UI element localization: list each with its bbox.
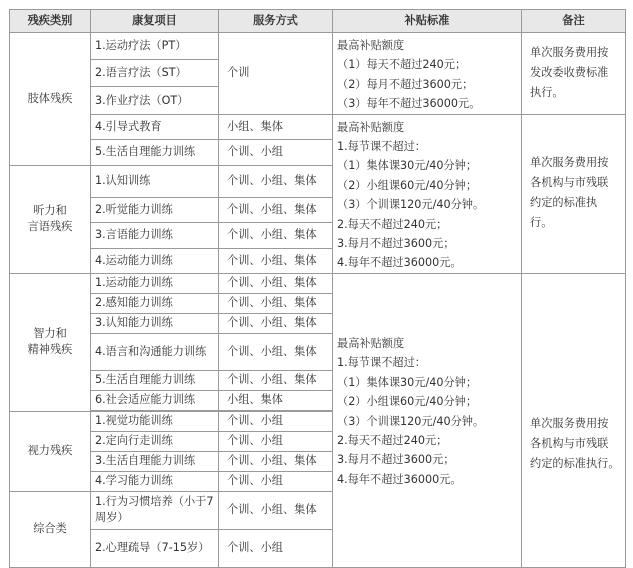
service-cell: 个训、小组 [219, 431, 333, 451]
subsidy-cell-1 [333, 33, 522, 115]
service-cell: 个训、小组、集体 [219, 293, 333, 313]
subsidy-cell-3 [333, 273, 522, 567]
subsidy-line: 4.每年不超过36000元。 [337, 256, 462, 270]
subsidy-line: （2）小组课60元/40分钟； [337, 395, 478, 409]
project-cell: 2.定向行走训练 [91, 431, 219, 451]
header-category: 残疾类别 [10, 10, 91, 33]
header-subsidy: 补贴标准 [333, 10, 522, 33]
project-cell: 3.言语能力训练 [91, 222, 219, 248]
project-cell: 4.语言和沟通能力训练 [91, 333, 219, 370]
project-cell: 3.生活自理能力训练 [91, 451, 219, 471]
subsidy-line: 1.每节课不超过： [337, 140, 426, 154]
service-cell: 个训、小组、集体 [219, 197, 333, 222]
project-cell: 2.心理疏导（7-15岁） [91, 529, 219, 567]
subsidy-line: 最高补贴额度 [337, 336, 405, 350]
subsidy-line: 3.每月不超过3600元； [337, 453, 455, 467]
project-cell: 6.社会适应能力训练 [91, 390, 219, 410]
service-cell: 个训、小组、集体 [219, 491, 333, 529]
subsidy-line: （1）集体课30元/40分钟； [337, 159, 478, 173]
project-cell: 3.作业疗法（OT） [91, 87, 219, 114]
note-cell-3: 单次服务费用按 各机构与市残联 约定的标准执行。 [522, 273, 626, 567]
service-cell: 个训、小组 [219, 529, 333, 567]
service-cell: 个训、小组 [219, 471, 333, 491]
project-cell: 5.生活自理能力训练 [91, 370, 219, 390]
header-note: 备注 [522, 10, 626, 33]
service-cell: 个训、小组、集体 [219, 165, 333, 197]
header-service: 服务方式 [219, 10, 333, 33]
service-cell: 小组、集体 [219, 390, 333, 410]
table-row [10, 33, 626, 60]
note-cell-2: 单次服务费用按 各机构与市残联 约定的标准执 行。 [522, 114, 626, 273]
project-cell: 4.引导式教育 [91, 114, 219, 139]
service-cell: 个训、小组、集体 [219, 248, 333, 273]
subsidy-line: （3）个训课120元/40分钟。 [337, 414, 485, 428]
project-cell: 2.听觉能力训练 [91, 197, 219, 222]
category-comprehensive: 综合类 [10, 491, 91, 567]
project-cell: 2.感知能力训练 [91, 293, 219, 313]
service-cell: 个训、小组、集体 [219, 313, 333, 333]
note-cell-1: 单次服务费用按 发改委收费标准 执行。 [522, 33, 626, 115]
table-row [10, 273, 626, 293]
category-intellect: 智力和 精神残疾 [10, 273, 91, 411]
project-cell: 1.运动能力训练 [91, 273, 219, 293]
table-row [10, 114, 626, 139]
project-cell: 1.认知训练 [91, 165, 219, 197]
service-cell: 个训、小组 [219, 411, 333, 431]
subsidy-line: （2）小组课60元/40分钟； [337, 178, 478, 192]
header-row [10, 10, 626, 33]
subsidy-line: 2.每天不超过240元； [337, 433, 448, 447]
service-cell: 个训、小组、集体 [219, 333, 333, 370]
subsidy-line: （1）集体课30元/40分钟； [337, 375, 478, 389]
project-cell: 1.运动疗法（PT） [91, 33, 219, 60]
subsidy-line: 4.每年不超过36000元。 [337, 472, 462, 486]
project-cell: 4.运动能力训练 [91, 248, 219, 273]
subsidy-line: （3）每年不超过36000元。 [337, 97, 481, 111]
service-cell: 小组、集体 [219, 114, 333, 139]
project-cell: 5.生活自理能力训练 [91, 139, 219, 165]
subsidy-line: 最高补贴额度 [337, 120, 405, 134]
category-vision: 视力残疾 [10, 411, 91, 491]
subsidy-line: （1）每天不超过240元； [337, 58, 467, 72]
service-cell: 个训 [219, 33, 333, 115]
subsidy-line: 1.每节课不超过： [337, 356, 426, 370]
subsidy-line: 最高补贴额度 [337, 39, 405, 52]
service-cell: 个训、小组、集体 [219, 222, 333, 248]
header-project: 康复项目 [91, 10, 219, 33]
project-cell: 1.行为习惯培养（小于7周岁） [91, 491, 219, 529]
subsidy-line: 3.每月不超过3600元； [337, 237, 455, 251]
subsidy-line: （3）个训课120元/40分钟。 [337, 198, 485, 212]
category-hearing: 听力和 言语残疾 [10, 165, 91, 273]
subsidy-table [9, 9, 626, 568]
subsidy-line: （2）每月不超过3600元； [337, 77, 474, 91]
subsidy-line: 2.每天不超过240元； [337, 217, 448, 231]
project-cell: 1.视觉功能训练 [91, 411, 219, 431]
category-limb: 肢体残疾 [10, 33, 91, 166]
project-cell: 4.学习能力训练 [91, 471, 219, 491]
service-cell: 个训、小组、集体 [219, 370, 333, 390]
project-cell: 3.认知能力训练 [91, 313, 219, 333]
service-cell: 个训、小组 [219, 139, 333, 165]
subsidy-cell-2 [333, 114, 522, 273]
project-cell: 2.语言疗法（ST） [91, 60, 219, 87]
service-cell: 个训、小组、集体 [219, 451, 333, 471]
service-cell: 个训、小组、集体 [219, 273, 333, 293]
